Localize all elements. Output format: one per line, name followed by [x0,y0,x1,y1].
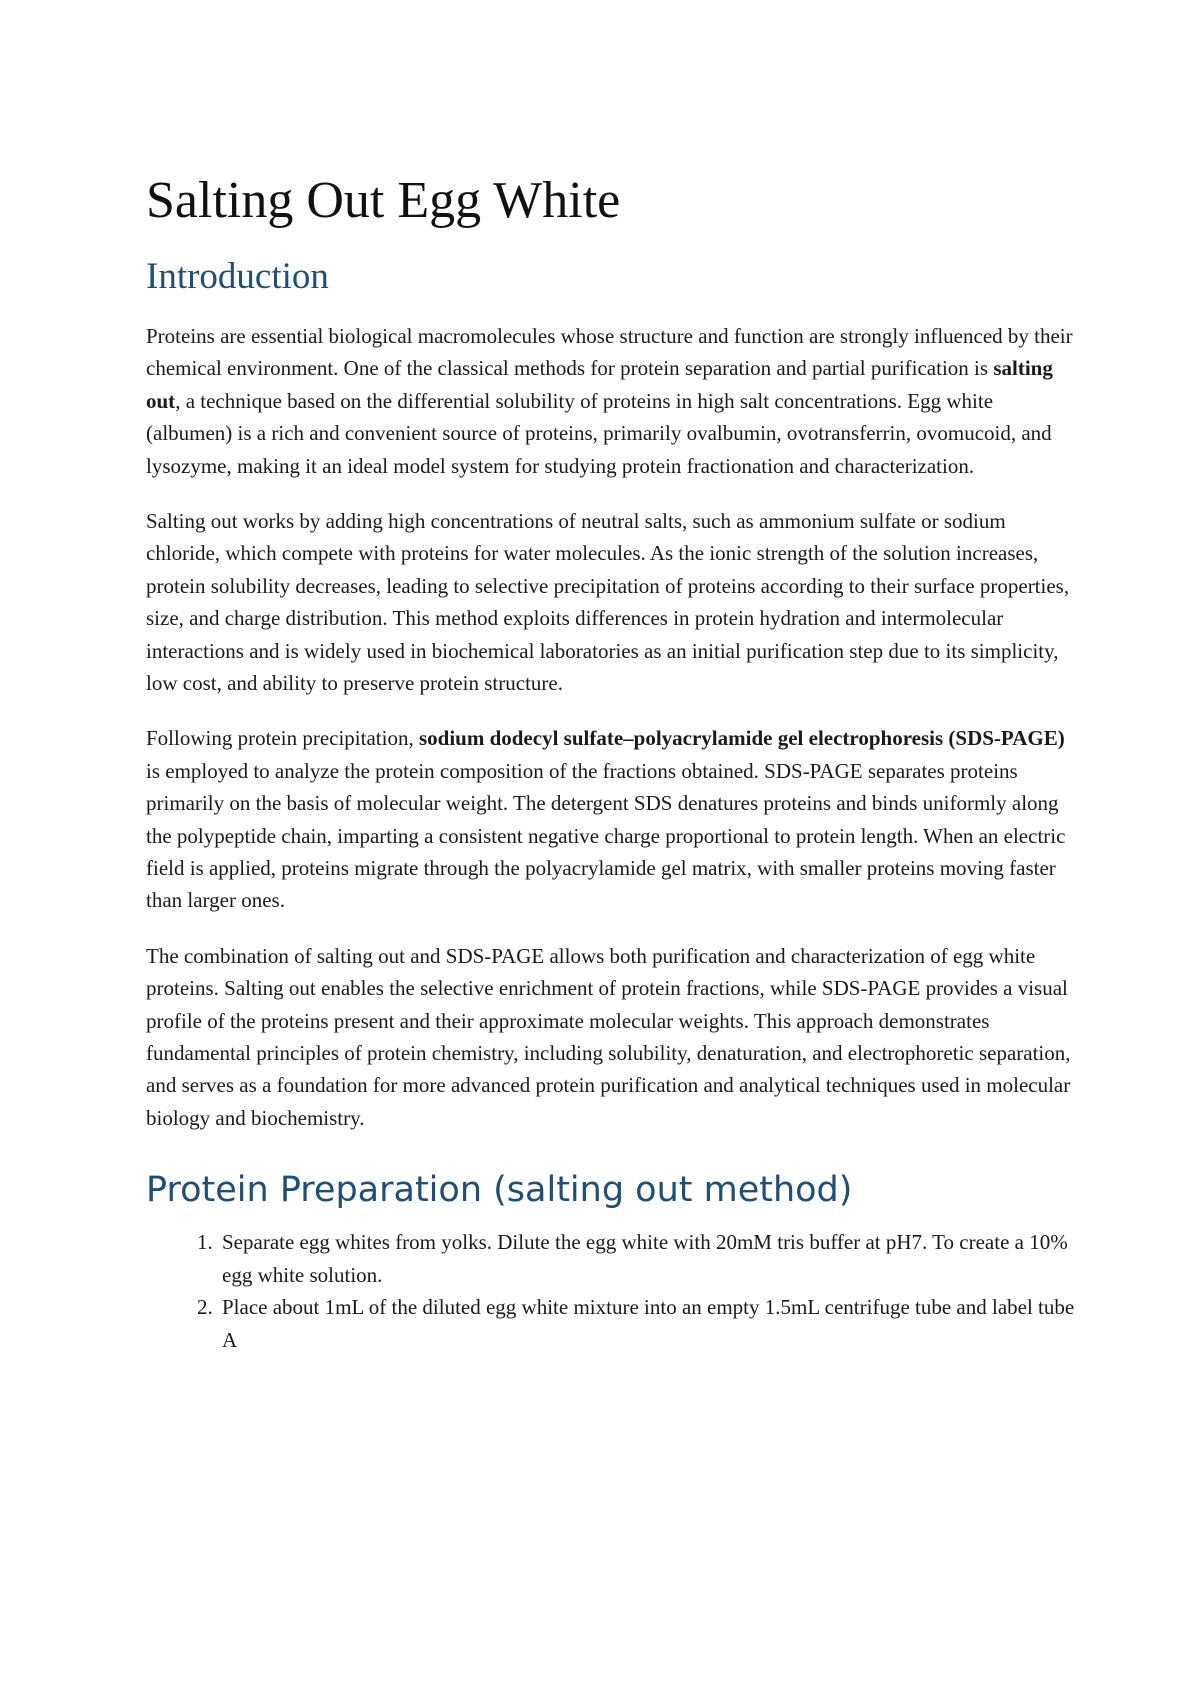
intro-p3-text-a: Following protein precipitation, [146,726,419,751]
intro-paragraph-1 [146,320,1076,482]
list-item: 2. Place about 1mL of the diluted egg white mixture into an empty 1.5mL centrifuge tube and label tube A [218,1291,1076,1356]
list-item: 1. Separate egg whites from yolks. Dilute the egg white with 20mM tris buffer at pH7. To create a 10% egg white solution. [218,1226,1076,1291]
introduction-heading: Introduction [146,256,329,298]
intro-p1-text-a: Proteins are essential biological macromolecules whose structure and function are strongly influenced by their chemical environment. One of the classical methods for protein separation and partial purification is [146,323,1073,381]
intro-paragraph-4: The combination of salting out and SDS-PAGE allows both purification and characterization of egg white proteins. Salting out enables the selective enrichment of protein fractions, while SDS-PAGE provides a visual profile of the proteins present and their approximate molecular weights. This approach demonstrates fundamental principles of protein chemistry, including solubility, denaturation, and electrophoretic separation, and serves as a foundation for more advanced protein purification and analytical techniques used in molecular biology and biochemistry. [146,943,1071,1130]
intro-p1-text-c: , a technique based on the differential solubility of proteins in high salt concentrations. Egg white (albumen) is a rich and convenient source of proteins, primarily ovalbumin, ovotransferrin, ovomucoid, and lysozyme, making it an ideal model system for studying protein fractionation and characterization. [146,388,1052,478]
document-page [146,172,1076,1356]
intro-p3-text-c: is employed to analyze the protein composition of the fractions obtained. SDS-PAGE separates proteins primarily on the basis of molecular weight. The detergent SDS denatures proteins and binds uniformly along the polypeptide chain, imparting a consistent negative charge proportional to protein length. When an electric field is applied, proteins migrate through the polyacrylamide gel matrix, with smaller proteins moving faster than larger ones. [146,758,1066,913]
preparation-steps-list [146,1226,1076,1356]
document-title: Salting Out Egg White [146,172,621,229]
intro-p3-bold-term: sodium dodecyl sulfate–polyacrylamide gel electrophoresis (SDS-PAGE) [418,726,1065,751]
intro-p1-bold-term: salting out [146,356,1053,413]
preparation-heading: Protein Preparation (salting out method) [146,1170,853,1211]
intro-paragraph-2: Salting out works by adding high concentrations of neutral salts, such as ammonium sulfate or sodium chloride, which compete with proteins for water molecules. As the ionic strength of the solution increases, protein solubility decreases, leading to selective precipitation of proteins according to their surface properties, size, and charge distribution. This method exploits differences in protein hydration and intermolecular interactions and is widely used in biochemical laboratories as an initial purification step due to its simplicity, low cost, and ability to preserve protein structure. [146,508,1070,695]
intro-paragraph-3 [146,722,1076,916]
